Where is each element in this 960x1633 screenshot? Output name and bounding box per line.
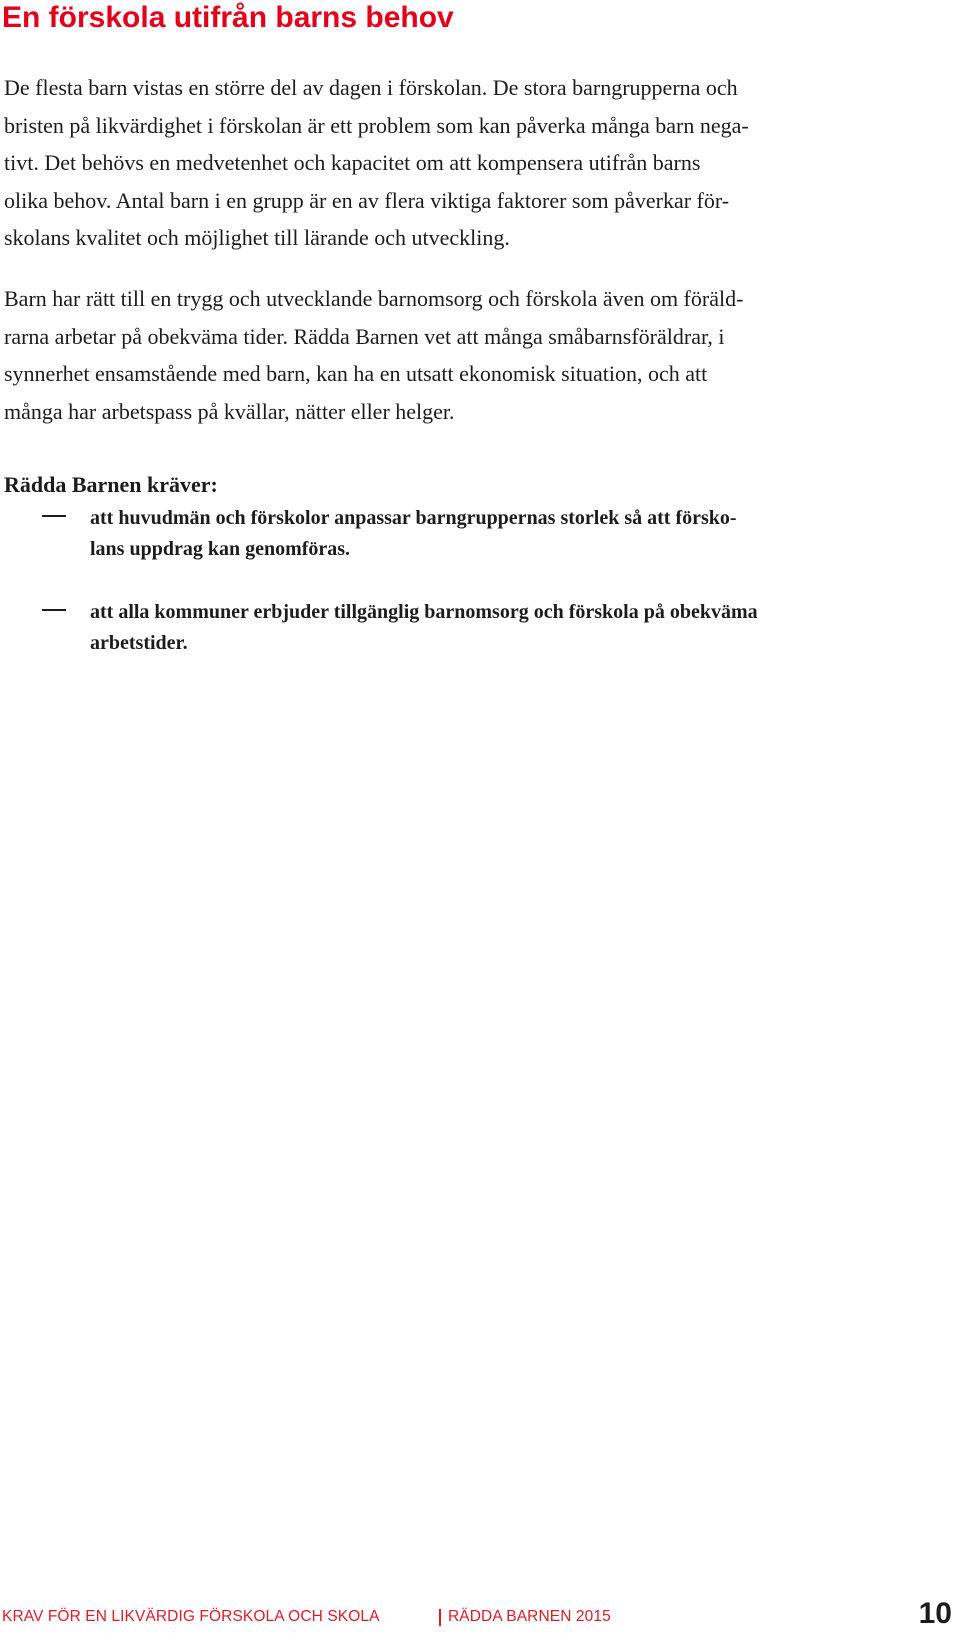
dash-bullet-icon: [42, 609, 66, 611]
requirement-text: [90, 503, 956, 564]
paragraph-line: tivt. Det behövs en medvetenhet och kapacitet om att kompensera utifrån barns: [4, 150, 701, 175]
page-number: 10: [918, 1597, 952, 1630]
paragraph-line: Barn har rätt till en trygg och utvecklande barnomsorg och förskola även om föräld-: [4, 286, 744, 311]
paragraph-line: rarna arbetar på obekväma tider. Rädda Barnen vet att många småbarnsföräldrar, i: [4, 323, 725, 349]
footer-document-title: KRAV FÖR EN LIKVÄRDIG FÖRSKOLA OCH SKOLA: [2, 1608, 380, 1625]
footer-organization: RÄDDA BARNEN 2015: [448, 1608, 611, 1625]
dash-bullet-icon: [42, 515, 66, 517]
paragraph-line: De flesta barn vistas en större del av dagen i förskolan. De stora barngrupperna och: [4, 75, 738, 100]
paragraph-rights: [4, 280, 944, 430]
paragraph-line: många har arbetspass på kvällar, nätter eller helger.: [4, 398, 455, 424]
requirement-line: arbetstider.: [90, 631, 188, 654]
requirement-line: att alla kommuner erbjuder tillgänglig barnomsorg och förskola på obekväma: [90, 601, 758, 623]
requirement-line: lans uppdrag kan genomföras.: [90, 537, 351, 560]
paragraph-line: synnerhet ensamstående med barn, kan ha en utsatt ekonomisk situation, och att: [4, 361, 708, 386]
page-footer: [2, 1593, 954, 1630]
requirement-line: att huvudmän och förskolor anpassar barngruppernas storlek så att försko-: [90, 507, 737, 529]
paragraph-intro: [4, 69, 944, 257]
requirement-text: [90, 597, 956, 658]
requirements-heading: Rädda Barnen kräver:: [4, 472, 218, 497]
page-heading: En förskola utifrån barns behov: [2, 1, 454, 34]
paragraph-line: skolans kvalitet och möjlighet till lärande och utveckling.: [4, 225, 510, 250]
paragraph-line: bristen på likvärdighet i förskolan är ett problem som kan påverka många barn nega-: [4, 112, 749, 138]
paragraph-line: olika behov. Antal barn i en grupp är en av flera viktiga faktorer som påverkar för-: [4, 187, 730, 213]
footer-separator: [439, 1609, 441, 1626]
